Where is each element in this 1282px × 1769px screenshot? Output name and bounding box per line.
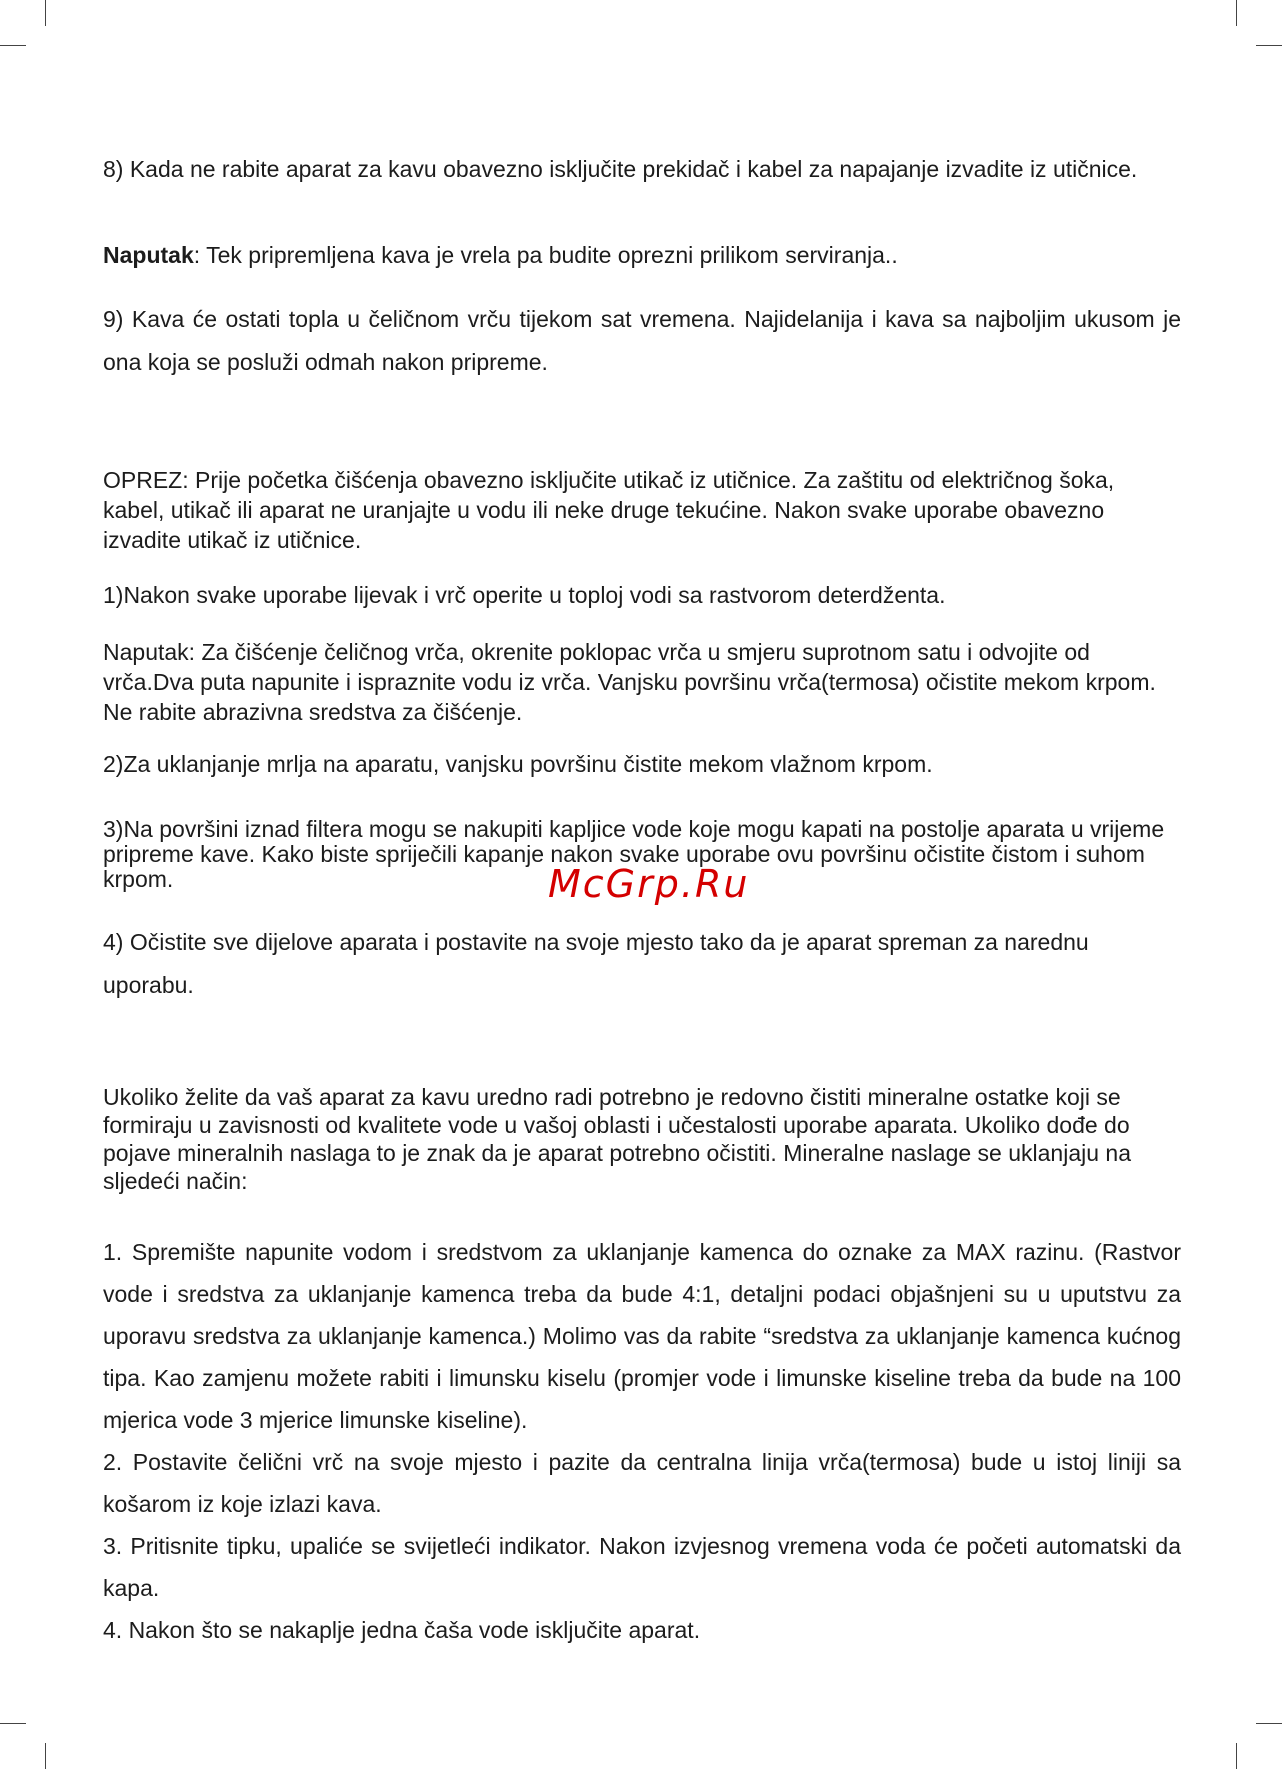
tip-serving [103,240,1181,270]
cleaning-step-1: 1)Nakon svake uporabe lijevak i vrč operite u toploj vodi sa rastvorom deterdženta. [103,582,946,608]
tip-text: : Tek pripremljena kava je vrela pa budite oprezni prilikom serviranja.. [193,242,898,268]
crop-mark-top-right-h [1256,45,1282,46]
descaling-step-2: 2. Postavite čelični vrč na svoje mjesto i pazite da centralna linija vrča(termosa) bude u istoj liniji sa košarom iz koje izlazi kava. [103,1449,1181,1517]
watermark: McGrp.Ru [548,862,750,906]
cleaning-step-4: 4) Očistite sve dijelove aparata i postavite na svoje mjesto tako da je aparat spreman za narednu uporabu. [103,929,1089,998]
descaling-intro: Ukoliko želite da vaš aparat za kavu uredno radi potrebno je redovno čistiti mineralne ostatke koji se formiraju u zavisnosti od kvalitete vode u vašoj oblasti i učestalosti uporabe aparata. Ukoliko dođe do pojave mineralnih naslaga to je znak da je aparat potrebno očistiti. Mineralne naslage se uklanjaju na sljedeći način: [103,1084,1131,1194]
tip-label: Naputak [103,242,194,268]
cleaning-step-2: 2)Za uklanjanje mrlja na aparatu, vanjsku površinu čistite mekom vlažnom krpom. [103,751,933,777]
tip-cleaning: Naputak: Za čišćenje čeličnog vrča, okrenite poklopac vrča u smjeru suprotnom satu i odvojite od vrča.Dva puta napunite i ispraznite vodu iz vrča. Vanjsku površinu vrča(termosa) očistite mekom krpom. Ne rabite abrazivna sredstva za čišćenje. [103,639,1156,725]
paragraph-8: 8) Kada ne rabite aparat za kavu obavezno isključite prekidač i kabel za napajanje izvadite iz utičnice. [103,156,1138,182]
crop-mark-bottom-right [1236,1743,1237,1769]
descaling-step-1: 1. Spremište napunite vodom i sredstvom za uklanjanje kamenca do oznake za MAX razinu. (Rastvor vode i sredstva za uklanjanje kamenca treba da bude 4:1, detaljni podaci objašnjeni su u uputstvu za uporavu sredstva za uklanjanje kamenca.) Molimo vas da rabite “sredstva za uklanjanje kamenca kućnog tipa. Kao zamjenu možete rabiti i limunsku kiselu (promjer vode i limunske kiseline treba da bude na 100 mjerica vode 3 mjerice limunske kiseline). [103,1239,1181,1433]
caution-paragraph: OPREZ: Prije početka čišćenja obavezno isključite utikač iz utičnice. Za zaštitu od električnog šoka, kabel, utikač ili aparat ne uranjajte u vodu ili neke druge tekućine. Nakon svake uporabe obavezno izvadite utikač iz utičnice. [103,467,1115,553]
crop-mark-top-left-h [0,45,26,46]
crop-mark-top-right [1236,0,1237,26]
descaling-step-4: 4. Nakon što se nakaplje jedna čaša vode isključite aparat. [103,1617,701,1643]
cleaning-step-3: 3)Na površini iznad filtera mogu se nakupiti kapljice vode koje mogu kapati na postolje aparata u vrijeme pripreme kave. Kako biste spriječili kapanje nakon svake uporabe ovu površinu očistite čistom i suhom krpom. [103,816,1165,892]
crop-mark-bottom-left-h [0,1723,26,1724]
crop-mark-top-left [45,0,46,26]
crop-mark-bottom-right-h [1256,1723,1282,1724]
crop-mark-bottom-left [45,1743,46,1769]
descaling-step-3: 3. Pritisnite tipku, upaliće se svijetleći indikator. Nakon izvjesnog vremena voda će početi automatski da kapa. [103,1533,1181,1601]
paragraph-9: 9) Kava će ostati topla u čeličnom vrču tijekom sat vremena. Najidelanija i kava sa najboljim ukusom je ona koja se posluži odmah nakon pripreme. [103,306,1181,375]
